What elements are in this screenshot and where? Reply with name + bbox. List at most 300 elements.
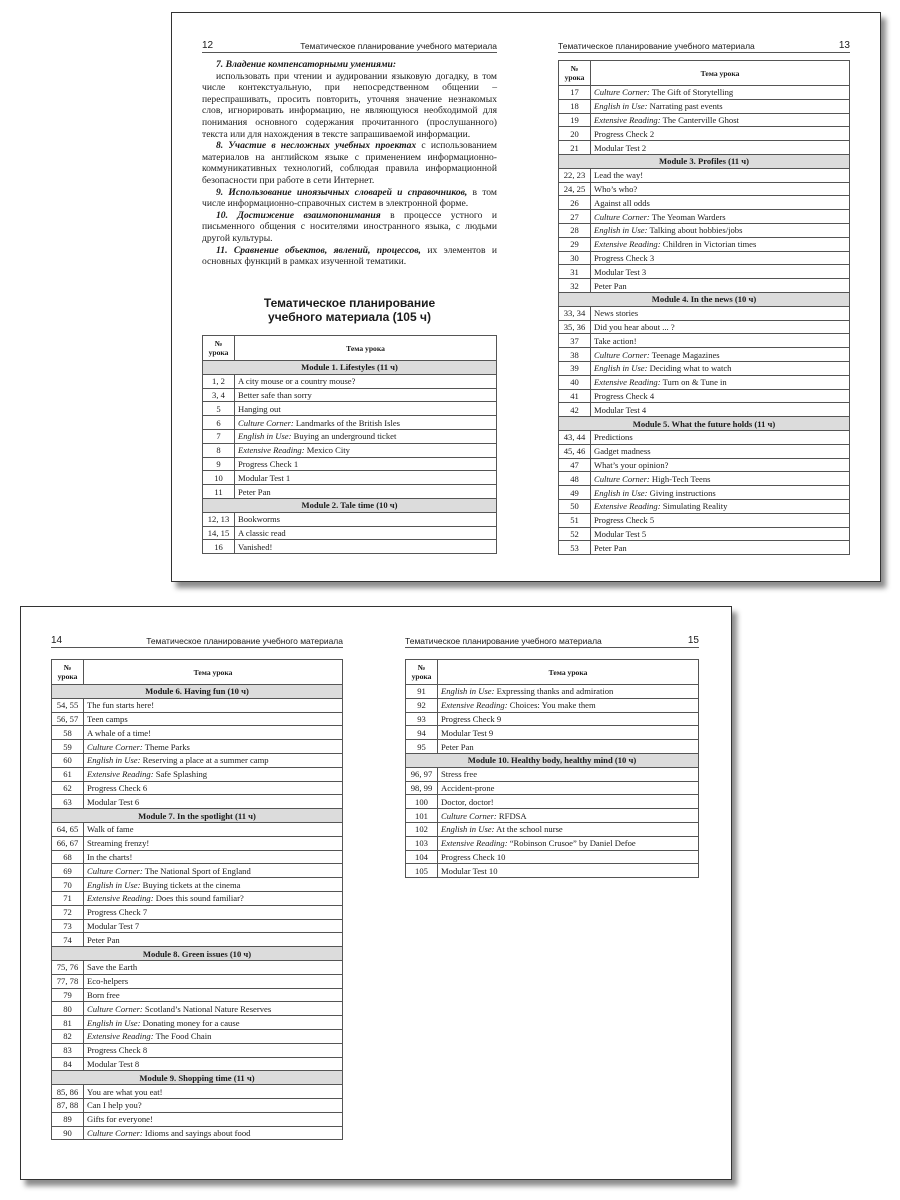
lesson-topic bbox=[84, 891, 343, 905]
lesson-row bbox=[559, 458, 850, 472]
lesson-number: 93 bbox=[406, 712, 438, 726]
lesson-number: 105 bbox=[406, 864, 438, 878]
lesson-row bbox=[559, 168, 850, 182]
lesson-topic bbox=[84, 795, 343, 809]
paragraph-text: использовать при чтении и аудировании языковую догадку, в том числе контекстуальную, при непосредственном общении – переспрашивать, просить повторить, уточняя значение незнакомых слов, игнорировать информацию, не являющуюся необходимой для понимания основного содержания прочитанного (прослушанного) текста или для нахождения в тексте запрашиваемой информации. bbox=[202, 70, 497, 140]
lesson-number: 33, 34 bbox=[559, 306, 591, 320]
lesson-row bbox=[559, 320, 850, 334]
lesson-title: Theme Parks bbox=[142, 741, 190, 752]
lesson-topic bbox=[591, 141, 850, 155]
lesson-row bbox=[406, 822, 699, 836]
lesson-section-prefix: Extensive Reading: bbox=[594, 501, 661, 512]
lesson-row bbox=[559, 237, 850, 251]
lesson-number: 61 bbox=[52, 767, 84, 781]
lesson-row bbox=[52, 850, 343, 864]
lesson-row bbox=[52, 974, 343, 988]
lesson-row bbox=[406, 712, 699, 726]
lesson-title: Buying tickets at the cinema bbox=[140, 879, 241, 890]
lesson-title: Scotland’s National Nature Reserves bbox=[142, 1003, 272, 1014]
module-row bbox=[52, 685, 343, 699]
paragraph-heading: 9. Использование иноязычных словарей и справочников, bbox=[216, 186, 468, 198]
lesson-row bbox=[52, 740, 343, 754]
lesson-title: Progress Check 7 bbox=[87, 907, 148, 918]
lesson-topic-header: Тема урока bbox=[84, 660, 343, 685]
lesson-topic bbox=[591, 499, 850, 513]
lesson-number: 50 bbox=[559, 499, 591, 513]
lesson-number: 24, 25 bbox=[559, 182, 591, 196]
lesson-section-prefix: Extensive Reading: bbox=[594, 377, 661, 388]
page-13 bbox=[558, 13, 850, 573]
lesson-title: Lead the way! bbox=[594, 170, 644, 181]
lesson-row bbox=[559, 182, 850, 196]
lesson-topic bbox=[84, 974, 343, 988]
lesson-number: 84 bbox=[52, 1057, 84, 1071]
lesson-topic bbox=[591, 182, 850, 196]
page-number: 14 bbox=[51, 635, 63, 646]
lesson-row bbox=[559, 196, 850, 210]
lesson-row bbox=[406, 795, 699, 809]
lesson-title: Expressing thanks and admiration bbox=[494, 686, 614, 697]
lesson-number: 31 bbox=[559, 265, 591, 279]
lesson-topic bbox=[84, 919, 343, 933]
lesson-row bbox=[406, 850, 699, 864]
lesson-topic bbox=[591, 389, 850, 403]
lesson-number: 48 bbox=[559, 472, 591, 486]
lesson-title: High-Tech Teens bbox=[649, 473, 711, 484]
lesson-topic bbox=[84, 864, 343, 878]
lesson-number: 79 bbox=[52, 988, 84, 1002]
paragraph-heading: 11. Сравнение объектов, явлений, процессов, bbox=[216, 244, 421, 256]
lesson-section-prefix: English in Use: bbox=[87, 1017, 141, 1028]
lesson-row bbox=[406, 864, 699, 878]
lesson-number: 41 bbox=[559, 389, 591, 403]
lesson-row bbox=[559, 430, 850, 444]
lesson-row bbox=[52, 960, 343, 974]
lesson-number: 8 bbox=[203, 443, 235, 457]
spread-pages-14-15 bbox=[20, 606, 732, 1180]
lesson-title: Doctor, doctor! bbox=[441, 796, 494, 807]
lesson-section-prefix: English in Use: bbox=[87, 879, 141, 890]
lesson-number-header bbox=[406, 660, 438, 685]
lesson-title: Landmarks of the British Isles bbox=[293, 417, 400, 428]
lesson-row bbox=[559, 279, 850, 293]
lesson-title: Progress Check 1 bbox=[238, 458, 299, 469]
lesson-topic bbox=[438, 767, 699, 781]
lesson-plan-table bbox=[51, 659, 343, 1140]
lesson-row bbox=[559, 389, 850, 403]
lesson-topic bbox=[591, 127, 850, 141]
lesson-topic bbox=[591, 223, 850, 237]
lesson-row bbox=[406, 836, 699, 850]
lesson-section-prefix: Culture Corner: bbox=[594, 473, 650, 484]
lesson-topic bbox=[84, 767, 343, 781]
lesson-topic bbox=[591, 458, 850, 472]
section-title bbox=[202, 296, 497, 324]
lesson-row bbox=[52, 1029, 343, 1043]
lesson-number-header bbox=[52, 660, 84, 685]
lesson-topic bbox=[235, 374, 497, 388]
lesson-title: Reserving a place at a summer camp bbox=[140, 755, 269, 766]
lesson-number: 1, 2 bbox=[203, 374, 235, 388]
lesson-title: News stories bbox=[594, 308, 639, 319]
lesson-topic bbox=[235, 457, 497, 471]
lesson-row bbox=[52, 878, 343, 892]
module-title: Module 4. In the news (10 ч) bbox=[559, 292, 850, 306]
module-row bbox=[52, 1071, 343, 1085]
lesson-topic bbox=[591, 403, 850, 417]
lesson-topic bbox=[84, 698, 343, 712]
page-header bbox=[202, 40, 497, 53]
lesson-number: 42 bbox=[559, 403, 591, 417]
lesson-number: 10 bbox=[203, 471, 235, 485]
lesson-title: The Canterville Ghost bbox=[660, 114, 739, 125]
page-14 bbox=[51, 607, 343, 1167]
lesson-title: Save the Earth bbox=[87, 962, 138, 973]
lesson-number: 96, 97 bbox=[406, 767, 438, 781]
lesson-topic bbox=[591, 361, 850, 375]
lesson-topic bbox=[591, 486, 850, 500]
lesson-section-prefix: Culture Corner: bbox=[594, 349, 650, 360]
lesson-section-prefix: Extensive Reading: bbox=[238, 445, 305, 456]
module-title: Module 8. Green issues (10 ч) bbox=[52, 947, 343, 961]
lesson-number: 12, 13 bbox=[203, 512, 235, 526]
lesson-title: Modular Test 4 bbox=[594, 404, 647, 415]
lesson-row bbox=[559, 513, 850, 527]
lesson-title: Peter Pan bbox=[441, 741, 474, 752]
lesson-topic bbox=[591, 375, 850, 389]
lesson-title: Bookworms bbox=[238, 514, 281, 525]
header-number-sign: № bbox=[214, 339, 223, 348]
lesson-topic bbox=[235, 512, 497, 526]
lesson-row bbox=[52, 1002, 343, 1016]
lesson-title: “Robinson Crusoe” by Daniel Defoe bbox=[507, 838, 636, 849]
lesson-row bbox=[52, 781, 343, 795]
lesson-number: 16 bbox=[203, 540, 235, 554]
lesson-topic bbox=[84, 1057, 343, 1071]
lesson-topic bbox=[235, 485, 497, 499]
lesson-topic bbox=[84, 836, 343, 850]
lesson-number: 74 bbox=[52, 933, 84, 947]
lesson-title: Progress Check 5 bbox=[594, 515, 655, 526]
lesson-number: 59 bbox=[52, 740, 84, 754]
lesson-row bbox=[559, 361, 850, 375]
module-row bbox=[559, 154, 850, 168]
lesson-section-prefix: English in Use: bbox=[441, 824, 495, 835]
lesson-row bbox=[52, 891, 343, 905]
lesson-topic bbox=[438, 850, 699, 864]
lesson-topic bbox=[235, 443, 497, 457]
lesson-topic bbox=[235, 540, 497, 554]
lesson-topic bbox=[84, 1126, 343, 1140]
lesson-number: 49 bbox=[559, 486, 591, 500]
lesson-topic bbox=[235, 388, 497, 402]
lesson-number: 87, 88 bbox=[52, 1098, 84, 1112]
lesson-number: 30 bbox=[559, 251, 591, 265]
paragraph-text: в процессе устного и письменного общения с носителями иностранного языка, с людьми другой культуры. bbox=[202, 209, 497, 244]
running-title: Тематическое планирование учебного материала bbox=[300, 41, 497, 51]
module-title: Module 7. In the spotlight (11 ч) bbox=[52, 809, 343, 823]
lesson-number: 7 bbox=[203, 429, 235, 443]
page-header bbox=[51, 635, 343, 648]
lesson-number: 81 bbox=[52, 1016, 84, 1030]
lesson-section-prefix: Extensive Reading: bbox=[441, 700, 508, 711]
module-title: Module 9. Shopping time (11 ч) bbox=[52, 1071, 343, 1085]
lesson-row bbox=[52, 767, 343, 781]
lesson-row bbox=[52, 1085, 343, 1099]
lesson-title: Streaming frenzy! bbox=[87, 838, 150, 849]
lesson-plan-table bbox=[202, 335, 497, 554]
module-row bbox=[559, 292, 850, 306]
lesson-title: You are what you eat! bbox=[87, 1086, 163, 1097]
section-title-line-2: учебного материала (105 ч) bbox=[268, 310, 431, 324]
header-number-sign: № bbox=[63, 663, 72, 672]
lesson-topic bbox=[591, 86, 850, 100]
lesson-row bbox=[52, 933, 343, 947]
lesson-section-prefix: English in Use: bbox=[441, 686, 495, 697]
lesson-title: Against all odds bbox=[594, 197, 650, 208]
lesson-topic-header: Тема урока bbox=[591, 61, 850, 86]
paragraph-heading: 8. Участие в несложных учебных проектах bbox=[216, 140, 417, 152]
lesson-row bbox=[52, 1112, 343, 1126]
lesson-topic bbox=[591, 334, 850, 348]
lesson-row bbox=[559, 444, 850, 458]
lesson-title: A classic read bbox=[238, 527, 286, 538]
lesson-title: Peter Pan bbox=[594, 542, 627, 553]
lesson-topic bbox=[591, 472, 850, 486]
lesson-row bbox=[559, 223, 850, 237]
lesson-section-prefix: Extensive Reading: bbox=[441, 838, 508, 849]
lesson-topic bbox=[591, 168, 850, 182]
lesson-section-prefix: Culture Corner: bbox=[87, 865, 143, 876]
lesson-title: Children in Victorian times bbox=[660, 239, 757, 250]
lesson-row bbox=[52, 1016, 343, 1030]
lesson-topic bbox=[235, 429, 497, 443]
lesson-number: 73 bbox=[52, 919, 84, 933]
page-12 bbox=[202, 13, 497, 573]
lesson-number: 39 bbox=[559, 361, 591, 375]
lesson-topic bbox=[84, 988, 343, 1002]
lesson-number: 58 bbox=[52, 726, 84, 740]
module-title: Module 10. Healthy body, healthy mind (10 ч) bbox=[406, 753, 699, 767]
lesson-number: 72 bbox=[52, 905, 84, 919]
lesson-section-prefix: English in Use: bbox=[594, 363, 648, 374]
lesson-title: Peter Pan bbox=[594, 280, 627, 291]
paragraph-heading: 10. Достижение взаимопонимания bbox=[216, 209, 381, 221]
lesson-number: 89 bbox=[52, 1112, 84, 1126]
lesson-title: A city mouse or a country mouse? bbox=[238, 376, 356, 387]
lesson-title: RFDSA bbox=[496, 810, 527, 821]
table-header-row bbox=[52, 660, 343, 685]
lesson-row bbox=[559, 251, 850, 265]
lesson-topic bbox=[438, 836, 699, 850]
lesson-number: 68 bbox=[52, 850, 84, 864]
lesson-title: Idioms and sayings about food bbox=[142, 1127, 251, 1138]
lesson-row bbox=[406, 726, 699, 740]
lesson-row bbox=[559, 306, 850, 320]
lesson-title: In the charts! bbox=[87, 851, 133, 862]
lesson-topic bbox=[591, 430, 850, 444]
lesson-topic bbox=[84, 933, 343, 947]
lesson-number: 95 bbox=[406, 740, 438, 754]
lesson-title: Predictions bbox=[594, 432, 633, 443]
lesson-topic bbox=[591, 320, 850, 334]
lesson-number: 98, 99 bbox=[406, 781, 438, 795]
lesson-row bbox=[559, 210, 850, 224]
lesson-title: Teen camps bbox=[87, 713, 128, 724]
lesson-title: Modular Test 7 bbox=[87, 920, 140, 931]
lesson-topic bbox=[591, 99, 850, 113]
lesson-title: Did you hear about ... ? bbox=[594, 321, 675, 332]
lesson-number: 5 bbox=[203, 402, 235, 416]
lesson-row bbox=[52, 1126, 343, 1140]
lesson-title: Gadget madness bbox=[594, 446, 651, 457]
lesson-row bbox=[203, 443, 497, 457]
lesson-number: 35, 36 bbox=[559, 320, 591, 334]
lesson-topic bbox=[84, 726, 343, 740]
lesson-number: 52 bbox=[559, 527, 591, 541]
lesson-topic bbox=[591, 113, 850, 127]
lesson-topic bbox=[235, 402, 497, 416]
lesson-topic bbox=[591, 527, 850, 541]
lesson-number: 47 bbox=[559, 458, 591, 472]
lesson-row bbox=[203, 526, 497, 540]
running-title: Тематическое планирование учебного материала bbox=[146, 636, 343, 646]
page-number: 12 bbox=[202, 40, 214, 51]
lesson-number: 6 bbox=[203, 416, 235, 430]
lesson-title: Turn on & Tune in bbox=[660, 377, 727, 388]
module-row bbox=[559, 417, 850, 431]
module-row bbox=[406, 753, 699, 767]
lesson-title: Modular Test 6 bbox=[87, 796, 140, 807]
lesson-topic bbox=[84, 740, 343, 754]
lesson-title: A whale of a time! bbox=[87, 727, 151, 738]
lesson-number: 83 bbox=[52, 1043, 84, 1057]
lesson-topic bbox=[84, 960, 343, 974]
lesson-row bbox=[52, 822, 343, 836]
lesson-topic bbox=[84, 822, 343, 836]
lesson-row bbox=[203, 512, 497, 526]
lesson-topic bbox=[591, 306, 850, 320]
module-title: Module 6. Having fun (10 ч) bbox=[52, 685, 343, 699]
lesson-row bbox=[52, 698, 343, 712]
lesson-topic bbox=[84, 1098, 343, 1112]
lesson-title: Teenage Magazines bbox=[649, 349, 720, 360]
lesson-section-prefix: Extensive Reading: bbox=[87, 769, 154, 780]
lesson-row bbox=[52, 726, 343, 740]
lesson-topic bbox=[84, 1043, 343, 1057]
lesson-row bbox=[559, 113, 850, 127]
lesson-section-prefix: Extensive Reading: bbox=[594, 239, 661, 250]
lesson-title: Progress Check 2 bbox=[594, 128, 655, 139]
page-header bbox=[405, 635, 699, 648]
table-header-row bbox=[559, 61, 850, 86]
lesson-title: Progress Check 4 bbox=[594, 390, 655, 401]
lesson-title: Modular Test 1 bbox=[238, 472, 291, 483]
lesson-section-prefix: Extensive Reading: bbox=[594, 114, 661, 125]
lesson-title: Modular Test 2 bbox=[594, 142, 647, 153]
lesson-number: 103 bbox=[406, 836, 438, 850]
module-title: Module 3. Profiles (11 ч) bbox=[559, 154, 850, 168]
lesson-topic bbox=[591, 196, 850, 210]
lesson-number: 54, 55 bbox=[52, 698, 84, 712]
lesson-title: The Gift of Storytelling bbox=[649, 87, 734, 98]
lesson-section-prefix: English in Use: bbox=[594, 487, 648, 498]
page-number: 15 bbox=[687, 635, 699, 646]
lesson-topic bbox=[591, 210, 850, 224]
lesson-number: 94 bbox=[406, 726, 438, 740]
lesson-number: 56, 57 bbox=[52, 712, 84, 726]
lesson-number: 40 bbox=[559, 375, 591, 389]
lesson-number: 20 bbox=[559, 127, 591, 141]
lesson-title: Born free bbox=[87, 989, 120, 1000]
lesson-title: Simulating Reality bbox=[660, 501, 728, 512]
lesson-number: 85, 86 bbox=[52, 1085, 84, 1099]
paragraph-text: с использованием материалов на английском языке с применением информационно-коммуникативных технологий, соблюдая правила информационной безопасности при работе в сети Интернет. bbox=[202, 140, 497, 186]
lesson-section-prefix: English in Use: bbox=[238, 431, 292, 442]
header-lesson-word: урока bbox=[57, 672, 78, 681]
lesson-number: 82 bbox=[52, 1029, 84, 1043]
lesson-title: Progress Check 8 bbox=[87, 1045, 148, 1056]
lesson-number: 28 bbox=[559, 223, 591, 237]
header-lesson-word: урока bbox=[564, 73, 585, 82]
lesson-row bbox=[52, 1057, 343, 1071]
lesson-topic bbox=[84, 781, 343, 795]
lesson-number: 19 bbox=[559, 113, 591, 127]
lesson-number: 37 bbox=[559, 334, 591, 348]
lesson-title: Take action! bbox=[594, 335, 637, 346]
lesson-number: 9 bbox=[203, 457, 235, 471]
lesson-row bbox=[559, 403, 850, 417]
lesson-section-prefix: Extensive Reading: bbox=[87, 893, 154, 904]
lesson-title: Eco-helpers bbox=[87, 976, 129, 987]
lesson-section-prefix: Culture Corner: bbox=[87, 741, 143, 752]
lesson-section-prefix: Culture Corner: bbox=[594, 87, 650, 98]
lesson-number: 75, 76 bbox=[52, 960, 84, 974]
lesson-title: Modular Test 8 bbox=[87, 1058, 140, 1069]
lesson-topic bbox=[591, 348, 850, 362]
lesson-number: 91 bbox=[406, 685, 438, 699]
lesson-topic bbox=[235, 526, 497, 540]
lesson-number: 51 bbox=[559, 513, 591, 527]
lesson-topic bbox=[591, 444, 850, 458]
lesson-number: 3, 4 bbox=[203, 388, 235, 402]
lesson-number: 101 bbox=[406, 809, 438, 823]
lesson-row bbox=[559, 499, 850, 513]
lesson-section-prefix: English in Use: bbox=[87, 755, 141, 766]
paragraph-text: их элементов и основных функций в рамках изученной тематики. bbox=[202, 244, 498, 268]
lesson-topic bbox=[438, 864, 699, 878]
lesson-number: 22, 23 bbox=[559, 168, 591, 182]
lesson-title: Mexico City bbox=[304, 445, 350, 456]
lesson-number: 66, 67 bbox=[52, 836, 84, 850]
lesson-section-prefix: Culture Corner: bbox=[87, 1127, 143, 1138]
lesson-row bbox=[406, 767, 699, 781]
lesson-topic-header: Тема урока bbox=[438, 660, 699, 685]
section-title-line-1: Тематическое планирование bbox=[263, 296, 436, 310]
lesson-plan-table bbox=[558, 60, 850, 555]
lesson-topic bbox=[591, 265, 850, 279]
lesson-topic bbox=[438, 712, 699, 726]
lesson-number: 26 bbox=[559, 196, 591, 210]
lesson-topic bbox=[438, 726, 699, 740]
lesson-number: 21 bbox=[559, 141, 591, 155]
lesson-topic bbox=[438, 698, 699, 712]
lesson-title: Talking about hobbies/jobs bbox=[647, 225, 743, 236]
page-header bbox=[558, 40, 850, 53]
lesson-topic-header: Тема урока bbox=[235, 336, 497, 361]
lesson-number: 29 bbox=[559, 237, 591, 251]
lesson-row bbox=[406, 781, 699, 795]
